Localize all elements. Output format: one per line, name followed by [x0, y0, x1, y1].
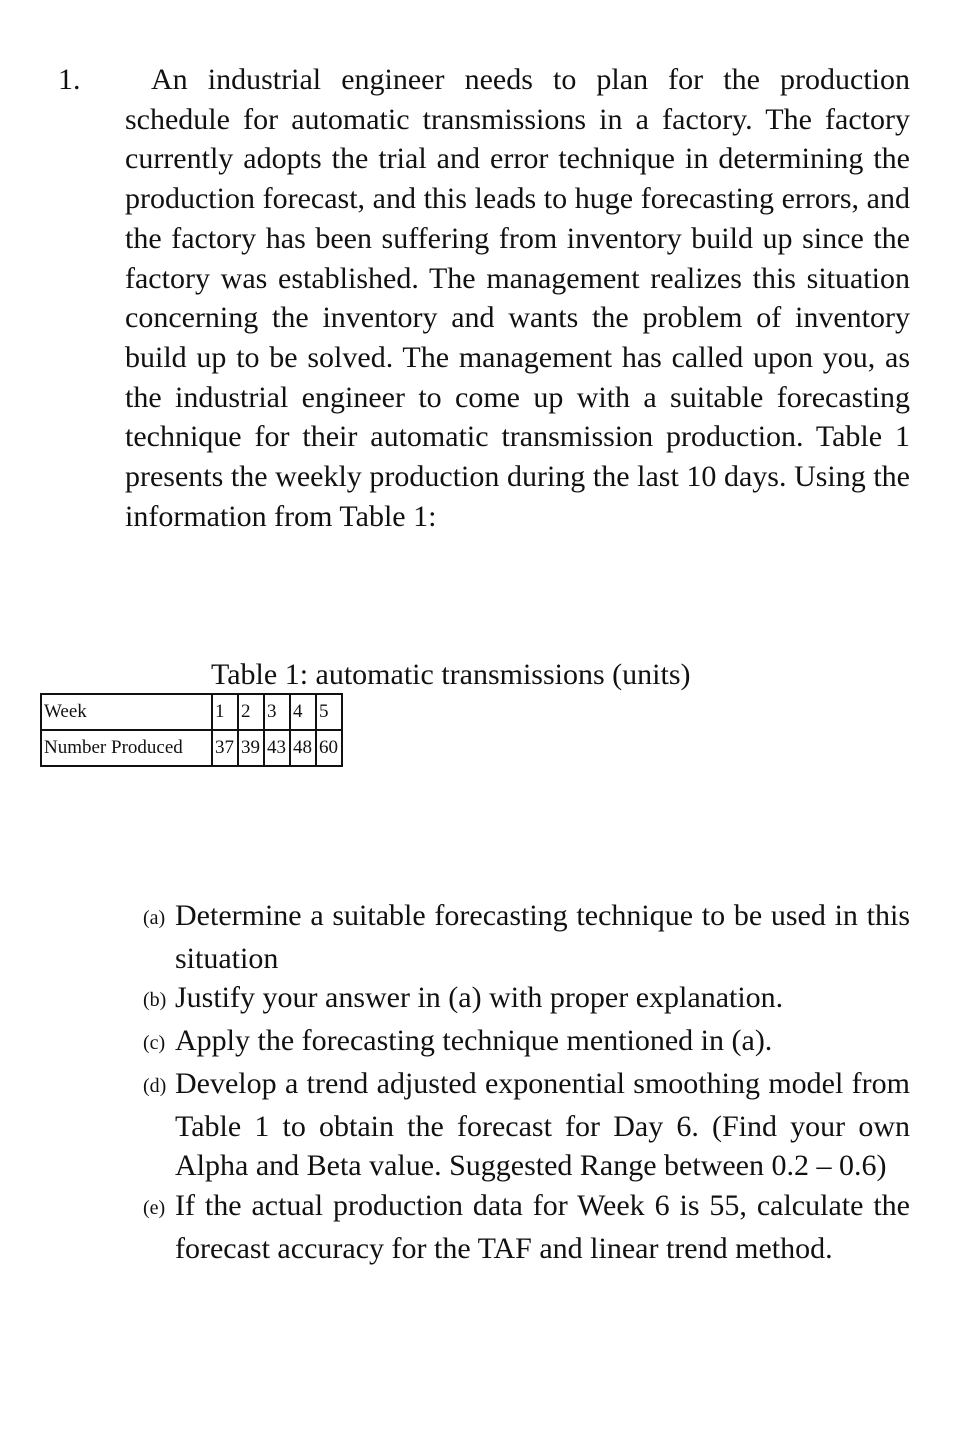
- part-text: Develop a trend adjusted exponential smoothing model from Table 1 to obtain the forecast for Day 6. (Find your own Alpha and Beta value. Suggested Range between 0.2 – 0.6): [175, 1066, 910, 1183]
- week-cell: 2: [238, 694, 264, 730]
- week-cell: 1: [212, 694, 238, 730]
- produced-cell: 39: [238, 730, 264, 766]
- table-row-produced: [41, 730, 342, 766]
- part-text: Justify your answer in (a) with proper explanation.: [175, 981, 784, 1015]
- part-d: [108, 1064, 910, 1186]
- produced-cell: 37: [212, 730, 238, 766]
- production-table: [40, 693, 343, 767]
- table-caption: Table 1: automatic transmissions (units): [211, 658, 691, 691]
- question-parts: [108, 896, 910, 1268]
- question-number: 1.: [58, 63, 81, 96]
- part-c: [108, 1021, 910, 1064]
- part-marker: (d): [143, 1074, 167, 1097]
- week-cell: 3: [264, 694, 290, 730]
- part-marker: (e): [143, 1196, 166, 1219]
- produced-cell: 60: [316, 730, 342, 766]
- part-marker: (c): [143, 1032, 166, 1055]
- part-marker: (a): [143, 907, 166, 929]
- week-cell: 5: [316, 694, 342, 730]
- produced-cell: 43: [264, 730, 290, 766]
- produced-cell: 48: [290, 730, 316, 766]
- part-text: Apply the forecasting technique mentioned in (a).: [175, 1024, 773, 1058]
- part-b: [108, 978, 910, 1021]
- table-row-week: [41, 694, 342, 730]
- week-cell: 4: [290, 694, 316, 730]
- question-body: An industrial engineer needs to plan for the production schedule for automatic transmissions in a factory. The factory currently adopts the trial and error technique in determining the production forecast, and this leads to huge forecasting errors, and the factory has been suffering from inventory build up since the factory was established. The management realizes this situation concerning the inventory and wants the problem of inventory build up to be solved. The management has called upon you, as the industrial engineer to come up with a suitable forecasting technique for their automatic transmission production. Table 1 presents the weekly production during the last 10 days. Using the information from Table 1:: [125, 63, 910, 533]
- row-header-week: Week: [41, 694, 212, 730]
- part-a: [108, 896, 910, 978]
- row-header-produced: Number Produced: [41, 730, 212, 766]
- part-text: If the actual production data for Week 6 is 55, calculate the forecast accuracy for the TAF and linear trend method.: [175, 1188, 910, 1265]
- part-text: Determine a suitable forecasting technique to be used in this situation: [175, 899, 910, 975]
- part-e: [108, 1186, 910, 1268]
- part-marker: (b): [143, 989, 167, 1012]
